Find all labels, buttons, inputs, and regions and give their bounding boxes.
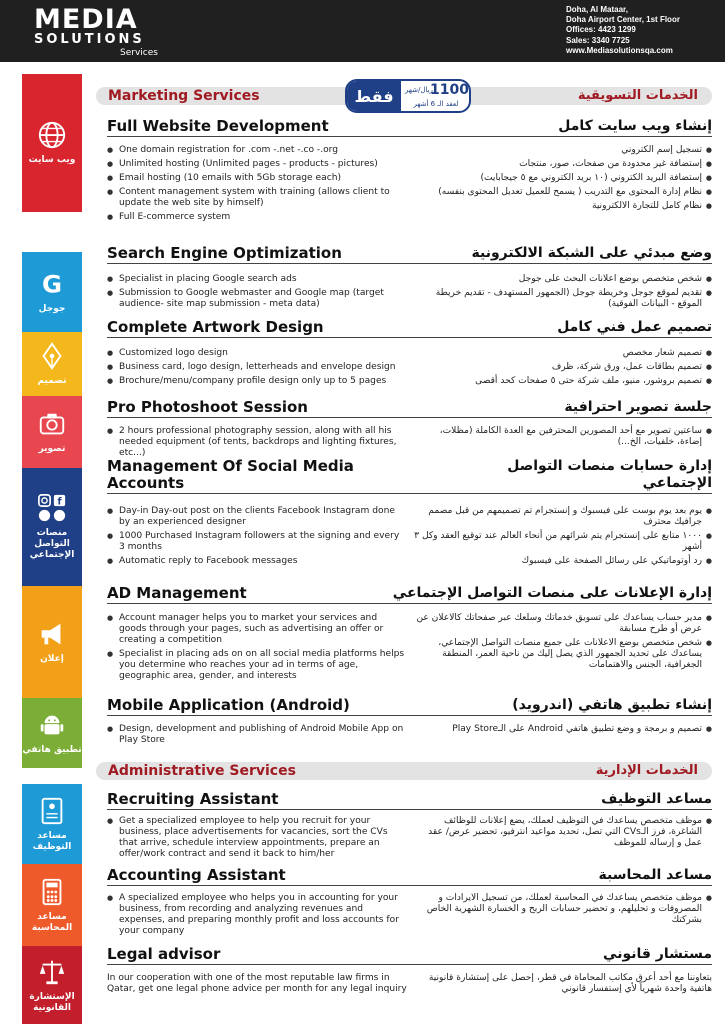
- contact-line: Doha Airport Center, 1st Floor: [566, 15, 680, 25]
- heading-en: Full Website Development: [107, 117, 329, 135]
- heading-en: Pro Photoshoot Session: [107, 398, 308, 416]
- list-item: ● نظام إدارة المحتوى مع التدريب ( يسمح للعميل تعديل المحتوى بنفسه): [412, 187, 712, 198]
- heading-ar: إنشاء تطبيق هاتفي (اندرويد): [512, 697, 712, 713]
- android-icon: [37, 710, 67, 740]
- sidebar-item-google: [22, 252, 82, 332]
- sidebar-label: مساعد التوظيف: [32, 830, 72, 852]
- list-item: ● تقديم لموقع جوجل وخريطة جوجل (الجمهور المستهدف - تقديم خريطة الموقع - البيانات الفوقية): [412, 288, 712, 310]
- section-heading-accounting: [107, 866, 712, 886]
- sidebar-item-mobile: [22, 698, 82, 768]
- section-heading-photo: [107, 398, 712, 418]
- list-item: بتعاوننا مع أحد أعرق مكاتب المحاماة في قطر، إحصل على إستشارة قانونية هاتفية واحدة شهرياً لأي إستفسار قانوني: [428, 973, 712, 994]
- logo-solutions: SOLUTIONS: [34, 32, 145, 47]
- heading-en: Search Engine Optimization: [107, 244, 342, 262]
- artwork-list-en: [107, 348, 407, 390]
- resume-icon: [37, 796, 67, 826]
- heading-ar: إنشاء ويب سايت كامل: [558, 118, 712, 134]
- ads-list-ar: [412, 613, 712, 674]
- heading-en: Accounting Assistant: [107, 866, 286, 884]
- badge-unit: ريال/شهر: [405, 86, 433, 94]
- scales-icon: [37, 957, 67, 987]
- contact-line: Offices: 4423 1299: [566, 25, 636, 35]
- list-item: ● شخص متخصص بوضع الاعلانات على جميع منصات التواصل الإجتماعي، يساعدك على تحديد الجمهور الذي يصل إليك من ناحية العمر، المنطقة الجغرافية، الجنس والاهتمامات: [412, 638, 712, 671]
- list-item: ● Specialist in placing ads on on all social media platforms helps you determine who reaches your ad in terms of age, geographic area, gender, and interests: [107, 649, 407, 682]
- sidebar-label: تصوير: [38, 444, 66, 454]
- badge-only: فقط: [347, 81, 401, 113]
- heading-en: Legal advisor: [107, 945, 221, 963]
- list-item: ● إستضافة البريد الكتروني (١٠ بريد الكتروني مع ٥ جيجابايت): [412, 173, 712, 184]
- heading-en: Mobile Application (Android): [107, 696, 350, 714]
- list-item: ● نظام كامل للتجارة الالكترونية: [412, 201, 712, 212]
- web-list-ar: [412, 145, 712, 215]
- sidebar-label: جوجل: [38, 304, 66, 314]
- admin-services-bar: [96, 762, 712, 780]
- sidebar-label: الإستشارة القانونية: [29, 991, 75, 1013]
- list-item: ● تسجيل إسم الكتروني: [412, 145, 712, 156]
- list-item: ● يوم بعد يوم بوست على فيسبوك و إنستجرام تم تصميمهم من قبل مصمم جرافيك محترف: [412, 506, 712, 528]
- heading-en: Complete Artwork Design: [107, 318, 324, 336]
- social-list-en: [107, 506, 407, 570]
- sidebar-item-social: [22, 468, 82, 586]
- section-heading-artwork: [107, 318, 712, 338]
- section-heading-legal: [107, 945, 712, 965]
- seo-list-ar: [412, 274, 712, 313]
- sidebar-item-photo: [22, 396, 82, 468]
- marketing-title-ar: الخدمات التسويقية: [577, 88, 698, 103]
- list-item: ● Automatic reply to Facebook messages: [107, 556, 407, 567]
- list-item: ● Email hosting (10 emails with 5Gb storage each): [107, 173, 407, 184]
- list-item: ● A specialized employee who helps you in accounting for your business, from recording and analyzing revenues and expenses, and preparing monthly profit and loss accounts for your company: [107, 893, 407, 937]
- heading-en: Recruiting Assistant: [107, 790, 279, 808]
- svg-text:f: f: [57, 496, 62, 508]
- list-item: ● Specialist in placing Google search ads: [107, 274, 407, 285]
- price-badge: [345, 79, 471, 113]
- heading-ar: مساعد المحاسبة: [598, 867, 712, 883]
- list-item: ● رد أوتوماتيكي على رسائل الصفحة على فيسبوك: [412, 556, 712, 567]
- section-heading-seo: [107, 244, 712, 264]
- recruit-list-ar: [412, 816, 712, 852]
- list-item: ● Get a specialized employee to help you recruit for your business, place advertisements for vacancies, sort the CVs that arrive, schedule interview appointments, prepare an offer/work contract and send it back to him/her: [107, 816, 407, 860]
- list-item: ● موظف متخصص يساعدك في المحاسبة لعملك، من تسجيل الايرادات و المصروفات و تحليلهم، و تحضير حسابات الربح و الخسارة الشهرية الخاص بشركتك: [412, 893, 712, 926]
- calculator-icon: [37, 877, 67, 907]
- logo-services: Services: [120, 48, 158, 58]
- sidebar-item-design: [22, 332, 82, 396]
- heading-en: Management Of Social Media Accounts: [107, 457, 354, 492]
- list-item: ● 2 hours professional photography session, along with all his needed equipment (of tents, backdrops and lighting fixtures, etc...): [107, 426, 407, 459]
- list-item: ● Submission to Google webmaster and Google map (target audience- site map submission - meta data): [107, 288, 407, 310]
- badge-term: لعقد الـ 6 أشهر: [413, 100, 459, 108]
- list-item: ● مدير حساب يساعدك على تسويق خدماتك وسلعك عبر صفحاتك كالاعلان عن عرض أو طرح مسابقة: [412, 613, 712, 635]
- heading-ar: إدارة الإعلانات على منصات التواصل الإجتماعي: [392, 585, 712, 601]
- list-item: ● Customized logo design: [107, 348, 407, 359]
- legal-list-ar: [422, 973, 712, 995]
- accounting-list-en: [107, 893, 407, 940]
- sidebar-item-legal: [22, 946, 82, 1024]
- heading-ar: وضع مبدئي على الشبكة الالكترونية: [471, 245, 712, 261]
- sidebar-item-recruit: [22, 784, 82, 864]
- legal-list-en: [107, 973, 417, 995]
- list-item: ● Day-in Day-out post on the clients Facebook Instagram done by an experienced designer: [107, 506, 407, 528]
- list-item: ● Business card, logo design, letterheads and envelope design: [107, 362, 407, 373]
- ads-list-en: [107, 613, 407, 685]
- megaphone-icon: [37, 619, 67, 649]
- section-heading-web: [107, 117, 712, 137]
- heading-ar: مساعد التوظيف: [601, 791, 712, 807]
- recruit-list-en: [107, 816, 407, 863]
- svg-text:G: G: [42, 269, 62, 299]
- list-item: ● ساعتين تصوير مع أحد المصورين المحترفين مع العدة الكاملة (مظلات، إضاءة، خلفيات، الخ...): [412, 426, 712, 448]
- heading-ar: تصميم عمل فني كامل: [557, 319, 712, 335]
- social-media-icon: [37, 493, 67, 523]
- marketing-title-en: Marketing Services: [108, 88, 260, 104]
- list-item: ● ١٠٠٠ متابع على إنستجرام يتم شرائهم من أنحاء العالم عند توقيع العقد وكل ٣ أشهر: [412, 531, 712, 553]
- list-item: ● تصميم بروشور، منيو، ملف شركة حتى ٥ صفحات كحد أقصى: [412, 376, 712, 387]
- sidebar-item-ads: [22, 586, 82, 698]
- sidebar-label: مساعد المحاسبة: [31, 911, 73, 933]
- sidebar-label: ويب سايت: [28, 155, 76, 165]
- list-item: ● Brochure/menu/company profile design only up to 5 pages: [107, 376, 407, 387]
- globe-icon: [37, 120, 67, 150]
- badge-price: 1100: [430, 82, 469, 98]
- social-list-ar: [412, 506, 712, 570]
- list-item: ● 1000 Purchased Instagram followers at the signing and every 3 months: [107, 531, 407, 553]
- sidebar: [22, 74, 82, 1024]
- sidebar-item-accounting: [22, 864, 82, 946]
- list-item: ● Account manager helps you to market your services and goods through your pages, such as advertising an offer or creating a competition: [107, 613, 407, 646]
- admin-title-ar: الخدمات الإدارية: [595, 763, 698, 778]
- list-item: ● One domain registration for .com -.net -.co -.org: [107, 145, 407, 156]
- section-heading-social: [107, 458, 712, 494]
- artwork-list-ar: [412, 348, 712, 390]
- contact-info: [566, 5, 680, 56]
- section-heading-mobile: [107, 696, 712, 716]
- google-icon: [37, 269, 67, 299]
- list-item: ● تصميم و برمجة و وضع تطبيق هاتفي Android على الـPlay Store: [412, 724, 712, 735]
- mobile-list-ar: [412, 724, 712, 738]
- admin-title-en: Administrative Services: [108, 763, 296, 779]
- section-heading-ads: [107, 584, 712, 604]
- list-item: ● شخص متخصص بوضع اعلانات البحث على جوجل: [412, 274, 712, 285]
- mobile-list-en: [107, 724, 407, 749]
- list-item: ● إستضافة غير محدودة من صفحات، صور، منتجات: [412, 159, 712, 170]
- sidebar-label: تصميم: [37, 376, 67, 386]
- section-heading-recruit: [107, 790, 712, 810]
- list-item: ● تصميم شعار مخصص: [412, 348, 712, 359]
- list-item: ● Full E-commerce system: [107, 212, 407, 223]
- header-banner: [0, 0, 725, 62]
- seo-list-en: [107, 274, 407, 313]
- heading-ar: مستشار قانوني: [603, 946, 712, 962]
- list-item: ● Content management system with training (allows client to update the web site by himself): [107, 187, 407, 209]
- list-item: In our cooperation with one of the most reputable law firms in Qatar, get one legal phone advice per month for any legal inquiry: [107, 973, 407, 994]
- list-item: ● موظف متخصص يساعدك في التوظيف لعملك، يضع إعلانات للوظائف الشاغرة، فرز الـCVs التي تصل، تحديد مواعيد انترفيو، تحضير عرض/ عقد عمل و إرساله للموظف: [412, 816, 712, 849]
- list-item: ● Design, development and publishing of Android Mobile App on Play Store: [107, 724, 407, 746]
- contact-line: Sales: 3340 7725: [566, 35, 630, 45]
- heading-ar: جلسة تصوير احترافية: [564, 399, 712, 415]
- contact-website[interactable]: www.Mediasolutionsqa.com: [566, 45, 673, 55]
- sidebar-label: إعلان: [40, 654, 64, 664]
- heading-ar: إدارة حسابات منصات التواصل الإجتماعي: [507, 458, 712, 491]
- sidebar-label: تطبيق هاتفي: [22, 745, 82, 755]
- pen-nib-icon: [37, 341, 67, 371]
- sidebar-item-website: [22, 74, 82, 212]
- photo-list-ar: [412, 426, 712, 451]
- sidebar-label: منصات التواصل الإجتماعي: [29, 528, 75, 560]
- logo-media: MEDIA: [34, 4, 138, 35]
- accounting-list-ar: [412, 893, 712, 929]
- web-list-en: [107, 145, 407, 226]
- contact-line: Doha, Al Mataar,: [566, 5, 628, 14]
- list-item: ● تصميم بطاقات عمل، ورق شركة، ظرف: [412, 362, 712, 373]
- list-item: ● Unlimited hosting (Unlimited pages - products - pictures): [107, 159, 407, 170]
- camera-icon: [37, 409, 67, 439]
- heading-en: AD Management: [107, 584, 247, 602]
